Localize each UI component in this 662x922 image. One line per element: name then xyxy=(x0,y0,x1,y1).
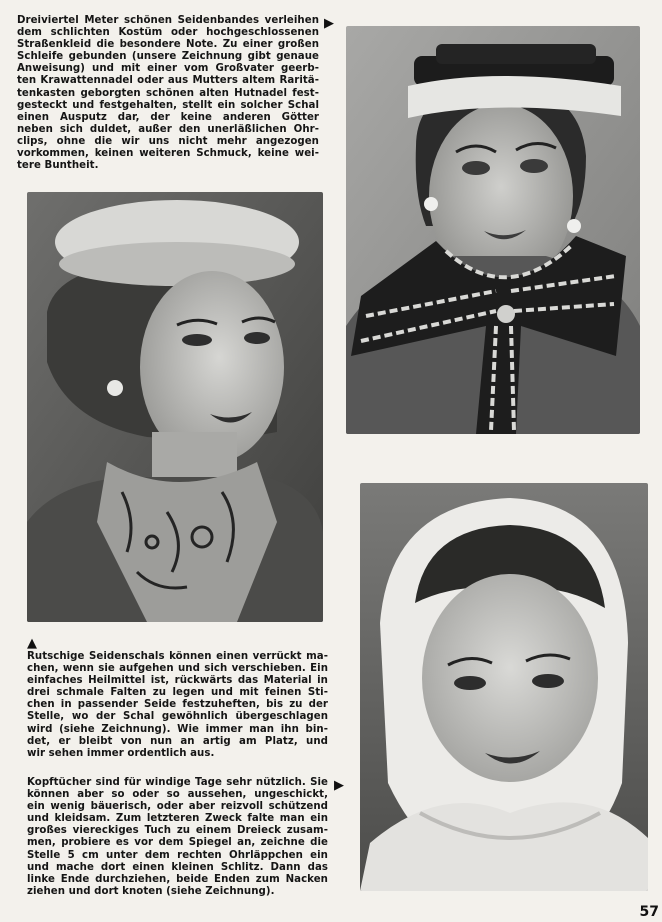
text-line: linke Ende durchziehen, beide Enden zum Nacken xyxy=(27,873,328,885)
text-line: Straßenkleid die besondere Note. Zu einer großen xyxy=(17,39,319,51)
text-line: clips, ohne die wir uns nicht mehr angezogen xyxy=(17,135,319,147)
text-line: vorkommen, keinen weiteren Schmuck, keine wei- xyxy=(17,148,319,160)
text-line: Stelle 5 cm unter dem rechten Ohrläppchen ein xyxy=(27,849,328,861)
scarf-paragraph xyxy=(27,651,328,760)
photo-headscarf xyxy=(360,483,648,891)
text-line: Stelle, wo der Schal gewöhnlich übergeschlagen xyxy=(27,711,328,723)
text-line: Schleife gebunden (unsere Zeichnung gibt genaue xyxy=(17,51,319,63)
text-line: gesteckt und festgehalten, stellt ein solcher Schal xyxy=(17,99,319,111)
photo-striped-bow xyxy=(346,26,640,434)
text-line: ein wenig bäuerisch, oder aber reizvoll schützend xyxy=(27,801,328,813)
text-line: und mache dort einen kleinen Schlitz. Dann das xyxy=(27,861,328,873)
text-line: wird (siehe Zeichnung). Wie immer man ihn bin- xyxy=(27,723,328,735)
text-line: men, probiere es vor dem Spiegel an, zeichne die xyxy=(27,837,328,849)
text-line: Anweisung) und mit einer vom Großvater geerb- xyxy=(17,63,319,75)
text-line: und kleidsam. Zum letzteren Zweck falte man ein xyxy=(27,813,328,825)
text-line: tenkasten geborgten schönen alten Hutnadel fest- xyxy=(17,87,319,99)
text-line: Dreiviertel Meter schönen Seidenbandes verleihen xyxy=(17,15,319,26)
intro-paragraph xyxy=(17,15,319,172)
text-line: dem schlichten Kostüm oder hochgeschlossenen xyxy=(17,27,319,39)
text-line: chen, wenn sie aufgehen und sich verschieben. Ein xyxy=(27,663,328,675)
text-line: können aber so oder so aussehen, ungeschickt, xyxy=(27,789,328,801)
text-line: ziehen und dort knoten (siehe Zeichnung). xyxy=(27,885,275,897)
text-line: ten Krawattennadel oder aus Mutters altem Raritä- xyxy=(17,75,319,87)
text-line: tere Buntheit. xyxy=(17,160,99,172)
text-line: einen Ausputz dar, der keine anderen Götter xyxy=(17,111,319,123)
text-line: Kopftücher sind für windige Tage sehr nützlich. Sie xyxy=(27,777,328,788)
right-arrow-icon: ▶ xyxy=(324,16,334,31)
text-line: einfaches Heilmittel ist, rückwärts das Material in xyxy=(27,675,328,687)
text-line: neben sich duldet, außer den unerläßlichen Ohr- xyxy=(17,123,319,135)
up-arrow-icon: ▲ xyxy=(27,636,37,651)
text-line: det, er bleibt von nun an artig am Platz, und xyxy=(27,735,328,747)
right-arrow-icon: ▶ xyxy=(334,778,344,793)
text-line: drei schmale Falten zu legen und mit feinen Sti- xyxy=(27,687,328,699)
headscarf-paragraph xyxy=(27,777,328,898)
text-line: Rutschige Seidenschals können einen verrückt ma- xyxy=(27,651,328,662)
page-number: 57 xyxy=(639,904,659,920)
text-line: chen in passender Seide festzuheften, bis zu der xyxy=(27,699,328,711)
text-line: wir sehen immer ordentlich aus. xyxy=(27,747,215,759)
photo-silk-scarf xyxy=(27,192,323,622)
text-line: großes viereckiges Tuch zu einem Dreieck zusam- xyxy=(27,825,328,837)
